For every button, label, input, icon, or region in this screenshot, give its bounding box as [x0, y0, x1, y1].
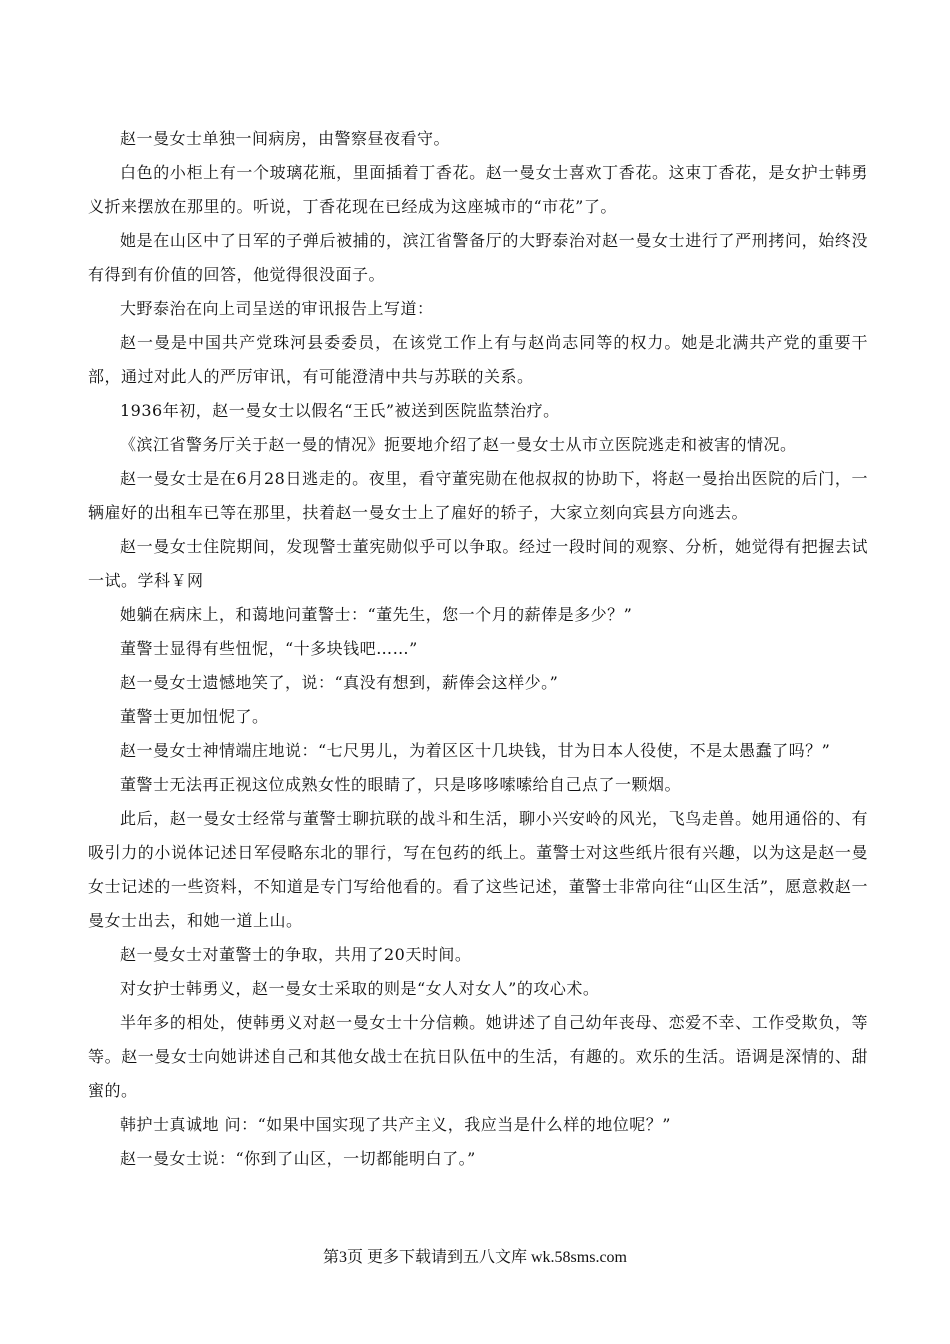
paragraph: 大野泰治在向上司呈送的审讯报告上写道： [120, 299, 434, 318]
paragraph: 她是在山区中了日军的子弹后被捕的，滨江省警备厅的大野泰治对赵一曼女士进行了严刑拷问，始终没有得到有价值的回答，他觉得很没面子。 [88, 231, 868, 284]
paragraph: 半年多的相处，使韩勇义对赵一曼女士十分信赖。她讲述了自己幼年丧母、恋爱不幸、工作受欺负，等等。赵一曼女士向她讲述自己和其他女战士在抗日队伍中的生活，有趣的。欢乐的生活。语调是深情的、甜蜜的。 [88, 1013, 868, 1100]
paragraph: 此后，赵一曼女士经常与董警士聊抗联的战斗和生活，聊小兴安岭的风光，飞鸟走兽。她用通俗的、有吸引力的小说体记述日军侵略东北的罪行，写在包药的纸上。董警士对这些纸片很有兴趣，以为这是赵一曼女士记述的一些资料，不知道是专门写给他看的。看了这些记述，董警士非常向往“山区生活”，愿意救赵一曼女士出去，和她一道上山。 [88, 809, 868, 930]
paragraph: 赵一曼女士住院期间，发现警士董宪勋似乎可以争取。经过一段时间的观察、分析，她觉得有把握去试一试。学科￥网 [88, 537, 868, 590]
paragraph: 赵一曼是中国共产党珠河县委委员，在该党工作上有与赵尚志同等的权力。她是北满共产党的重要干部，通过对此人的严厉审讯，有可能澄清中共与苏联的关系。 [88, 333, 868, 386]
paragraph: 1936年初，赵一曼女士以假名“王氏”被送到医院监禁治疗。 [120, 401, 560, 420]
paragraph: 董警士更加忸怩了。 [120, 707, 269, 726]
paragraph: 董警士无法再正视这位成熟女性的眼睛了，只是哆哆嗦嗦给自己点了一颗烟。 [120, 775, 682, 794]
paragraph: 赵一曼女士说：“你到了山区，一切都能明白了。” [120, 1149, 476, 1168]
paragraph: 对女护士韩勇义，赵一曼女士采取的则是“女人对女人”的攻心术。 [120, 979, 600, 998]
paragraph: 赵一曼女士是在6月28日逃走的。夜里，看守董宪勋在他叔叔的协助下，将赵一曼抬出医院的后门，一辆雇好的出租车已等在那里，扶着赵一曼女士上了雇好的轿子，大家立刻向宾县方向逃去。 [88, 469, 868, 522]
paragraph: 赵一曼女士单独一间病房，由警察昼夜看守。 [120, 129, 451, 148]
paragraph: 赵一曼女士对董警士的争取，共用了20天时间。 [120, 945, 472, 964]
paragraph: 赵一曼女士神情端庄地说：“七尺男儿，为着区区十几块钱，甘为日本人役使，不是太愚蠢了吗？” [120, 741, 831, 760]
paragraph: 董警士显得有些忸怩，“十多块钱吧……” [120, 639, 418, 658]
paragraph: 《滨江省警务厅关于赵一曼的情况》扼要地介绍了赵一曼女士从市立医院逃走和被害的情况。 [120, 435, 797, 454]
paragraph: 赵一曼女士遗憾地笑了，说：“真没有想到，薪俸会这样少。” [120, 673, 559, 692]
paragraph: 白色的小柜上有一个玻璃花瓶，里面插着丁香花。赵一曼女士喜欢丁香花。这束丁香花，是女护士韩勇义折来摆放在那里的。听说，丁香花现在已经成为这座城市的“市花”了。 [88, 163, 868, 216]
article-body [88, 122, 868, 1176]
paragraph: 韩护士真诚地 问：“如果中国实现了共产主义，我应当是什么样的地位呢？” [120, 1115, 671, 1134]
paragraph: 她躺在病床上，和蔼地问董警士：“董先生，您一个月的薪俸是多少？” [120, 605, 633, 624]
page-footer: 第3页 更多下载请到五八文库 wk.58sms.com [322, 1249, 627, 1266]
